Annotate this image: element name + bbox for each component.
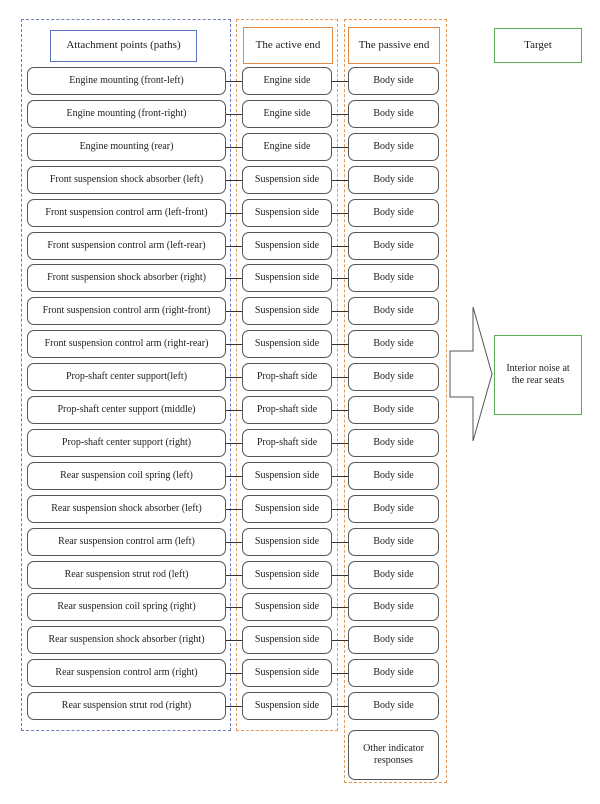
passive-end-box: Body side	[348, 232, 439, 260]
paths-header: Attachment points (paths)	[50, 30, 197, 62]
active-to-passive-connector	[332, 410, 348, 411]
active-end-box: Suspension side	[242, 692, 332, 720]
active-end-box: Suspension side	[242, 264, 332, 292]
active-end-box: Suspension side	[242, 593, 332, 621]
path-to-active-connector	[226, 673, 242, 674]
active-end-box: Engine side	[242, 133, 332, 161]
path-box: Engine mounting (rear)	[27, 133, 226, 161]
path-box: Rear suspension shock absorber (left)	[27, 495, 226, 523]
path-box: Rear suspension strut rod (left)	[27, 561, 226, 589]
passive-end-box: Body side	[348, 462, 439, 490]
path-box: Front suspension shock absorber (left)	[27, 166, 226, 194]
active-to-passive-connector	[332, 180, 348, 181]
path-box: Rear suspension coil spring (left)	[27, 462, 226, 490]
active-end-box: Prop-shaft side	[242, 363, 332, 391]
active-end-box: Prop-shaft side	[242, 396, 332, 424]
active-end-box: Suspension side	[242, 495, 332, 523]
passive-end-box: Body side	[348, 593, 439, 621]
active-end-box: Suspension side	[242, 659, 332, 687]
active-to-passive-connector	[332, 443, 348, 444]
active-to-passive-connector	[332, 147, 348, 148]
passive-end-box: Body side	[348, 626, 439, 654]
path-to-active-connector	[226, 443, 242, 444]
path-box: Prop-shaft center support (middle)	[27, 396, 226, 424]
active-end-box: Prop-shaft side	[242, 429, 332, 457]
path-box: Rear suspension strut rod (right)	[27, 692, 226, 720]
path-to-active-connector	[226, 147, 242, 148]
path-to-active-connector	[226, 377, 242, 378]
active-end-box: Engine side	[242, 67, 332, 95]
path-box: Prop-shaft center support(left)	[27, 363, 226, 391]
path-box: Front suspension control arm (right-front)	[27, 297, 226, 325]
passive-end-box: Body side	[348, 429, 439, 457]
path-box: Front suspension control arm (left-rear)	[27, 232, 226, 260]
passive-end-box: Body side	[348, 199, 439, 227]
path-box: Engine mounting (front-right)	[27, 100, 226, 128]
active-to-passive-connector	[332, 246, 348, 247]
path-box: Front suspension control arm (right-rear)	[27, 330, 226, 358]
active-to-passive-connector	[332, 377, 348, 378]
path-box: Front suspension control arm (left-front)	[27, 199, 226, 227]
active-end-box: Suspension side	[242, 166, 332, 194]
passive-end-box: Body side	[348, 297, 439, 325]
active-end-box: Suspension side	[242, 232, 332, 260]
active-to-passive-connector	[332, 542, 348, 543]
target-box: Interior noise at the rear seats	[494, 335, 582, 415]
path-to-active-connector	[226, 706, 242, 707]
path-to-active-connector	[226, 278, 242, 279]
passive-end-box: Body side	[348, 561, 439, 589]
passive-end-box: Body side	[348, 528, 439, 556]
path-box: Rear suspension shock absorber (right)	[27, 626, 226, 654]
active-to-passive-connector	[332, 344, 348, 345]
path-to-active-connector	[226, 246, 242, 247]
path-to-active-connector	[226, 311, 242, 312]
active-to-passive-connector	[332, 673, 348, 674]
active-to-passive-connector	[332, 81, 348, 82]
path-to-active-connector	[226, 542, 242, 543]
active-to-passive-connector	[332, 575, 348, 576]
active-to-passive-connector	[332, 706, 348, 707]
active-end-box: Suspension side	[242, 528, 332, 556]
path-to-active-connector	[226, 476, 242, 477]
active-end-box: Suspension side	[242, 561, 332, 589]
passive-end-box: Body side	[348, 166, 439, 194]
passive-end-box: Body side	[348, 363, 439, 391]
target-header: Target	[494, 28, 582, 63]
path-to-active-connector	[226, 410, 242, 411]
passive-end-box: Body side	[348, 133, 439, 161]
passive-end-box: Body side	[348, 67, 439, 95]
path-box: Engine mounting (front-left)	[27, 67, 226, 95]
right-arrow-icon	[449, 306, 493, 442]
active-end-box: Suspension side	[242, 199, 332, 227]
active-end-box: Suspension side	[242, 462, 332, 490]
passive-end-box: Body side	[348, 692, 439, 720]
active-end-box: Suspension side	[242, 626, 332, 654]
active-end-header: The active end	[243, 27, 333, 64]
path-to-active-connector	[226, 344, 242, 345]
path-box: Prop-shaft center support (right)	[27, 429, 226, 457]
active-to-passive-connector	[332, 607, 348, 608]
active-to-passive-connector	[332, 213, 348, 214]
passive-end-box: Body side	[348, 659, 439, 687]
passive-end-box: Body side	[348, 396, 439, 424]
path-to-active-connector	[226, 607, 242, 608]
path-box: Rear suspension control arm (left)	[27, 528, 226, 556]
active-to-passive-connector	[332, 509, 348, 510]
path-to-active-connector	[226, 114, 242, 115]
path-box: Rear suspension coil spring (right)	[27, 593, 226, 621]
active-to-passive-connector	[332, 640, 348, 641]
path-to-active-connector	[226, 575, 242, 576]
active-to-passive-connector	[332, 278, 348, 279]
path-box: Rear suspension control arm (right)	[27, 659, 226, 687]
path-box: Front suspension shock absorber (right)	[27, 264, 226, 292]
passive-end-box: Body side	[348, 495, 439, 523]
active-to-passive-connector	[332, 311, 348, 312]
other-indicator-responses-box: Other indicator responses	[348, 730, 439, 780]
passive-end-header: The passive end	[348, 27, 440, 64]
passive-end-box: Body side	[348, 330, 439, 358]
passive-end-box: Body side	[348, 100, 439, 128]
path-to-active-connector	[226, 509, 242, 510]
active-end-box: Suspension side	[242, 297, 332, 325]
active-end-box: Suspension side	[242, 330, 332, 358]
path-to-active-connector	[226, 640, 242, 641]
active-end-box: Engine side	[242, 100, 332, 128]
path-to-active-connector	[226, 180, 242, 181]
active-to-passive-connector	[332, 114, 348, 115]
passive-end-box: Body side	[348, 264, 439, 292]
active-to-passive-connector	[332, 476, 348, 477]
path-to-active-connector	[226, 81, 242, 82]
path-to-active-connector	[226, 213, 242, 214]
